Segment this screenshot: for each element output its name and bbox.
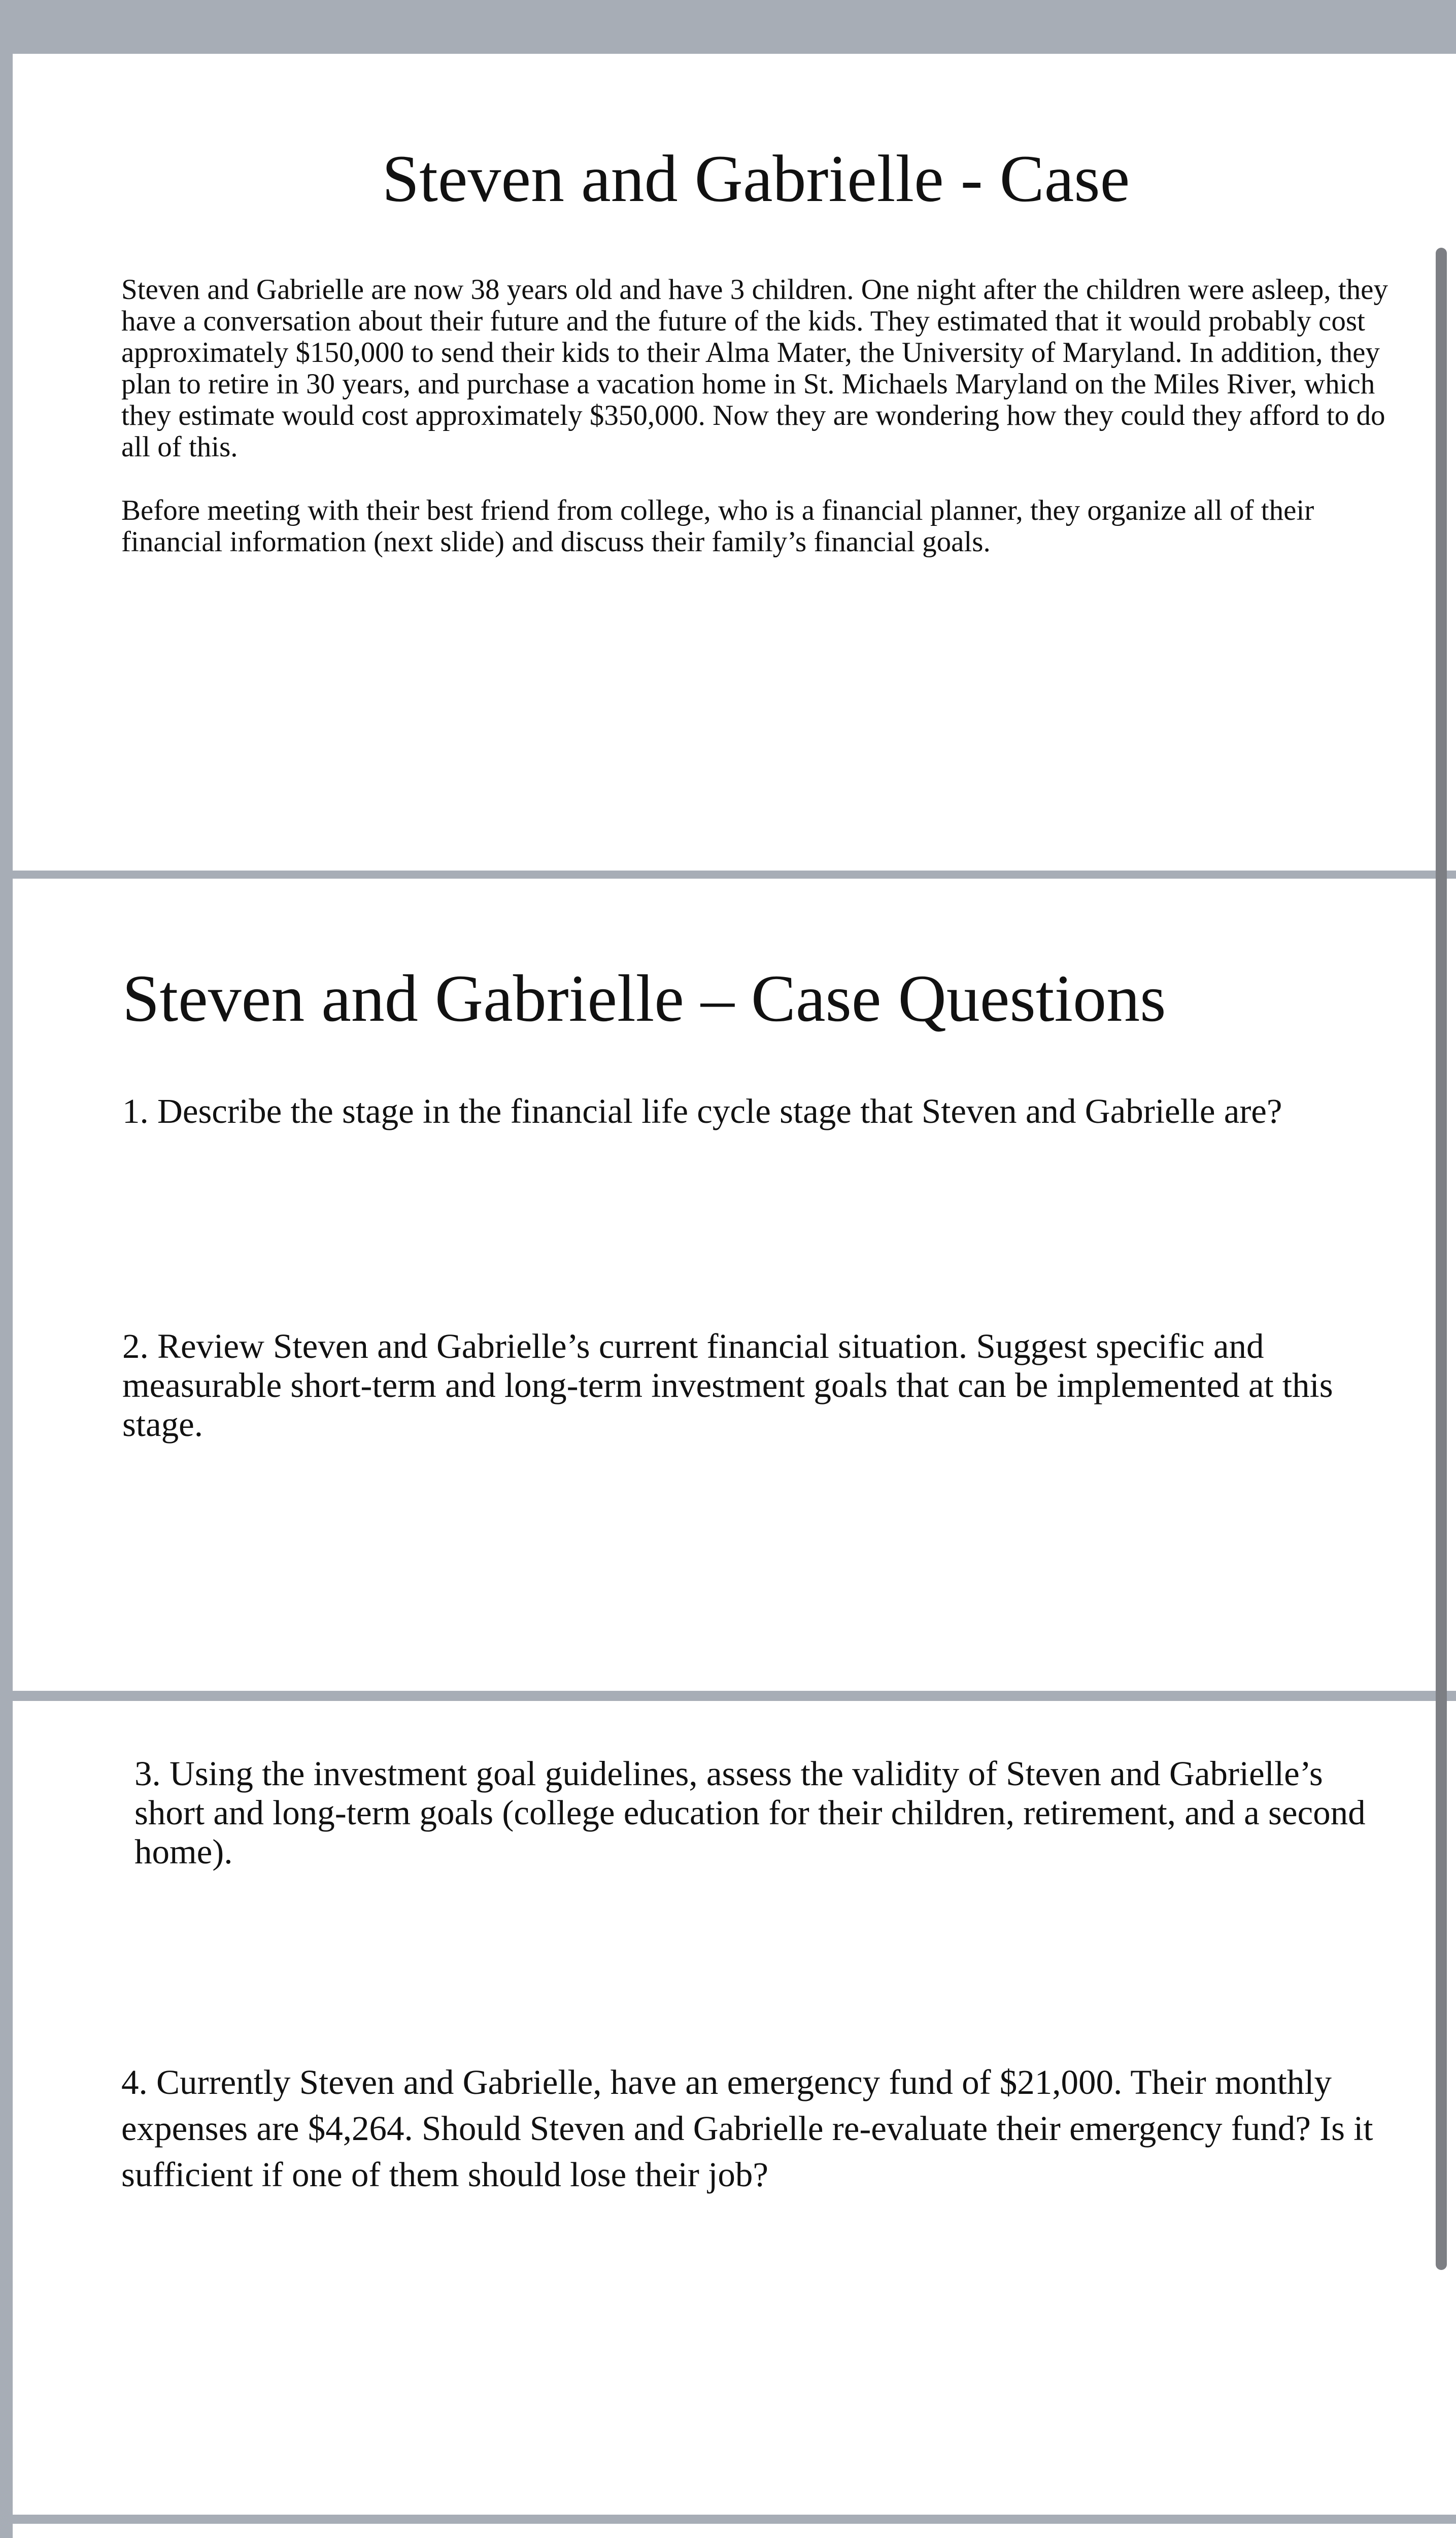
vertical-scrollbar[interactable]: [1436, 248, 1447, 2270]
slide-questions-3-4: [13, 1701, 1456, 2515]
slide-case-intro: [13, 54, 1456, 871]
question-2: 2. Review Steven and Gabrielle’s current financial situation. Suggest specific and measurable short-term and long-term investment goals that can be implemented at this stage.: [122, 1327, 1333, 1444]
slide-question-5: [13, 2524, 1456, 2538]
slide-case-questions: [13, 879, 1456, 1691]
case-title: Steven and Gabrielle - Case: [382, 141, 1130, 216]
case-paragraph-1: Steven and Gabrielle are now 38 years old and have 3 children. One night after the children were asleep, they have a conversation about their future and the future of the kids. They estimated that it would probably cost approximately $150,000 to send their kids to their Alma Mater, the University of Maryland. In addition, they plan to retire in 30 years, and purchase a vacation home in St. Michaels Maryland on the Miles River, which they estimate would cost approximately $350,000. Now they are wondering how they could they afford to do all of this.: [121, 274, 1388, 463]
question-4: 4. Currently Steven and Gabrielle, have an emergency fund of $21,000. Their monthly expenses are $4,264. Should Steven and Gabrielle re-evaluate their emergency fund? Is it sufficient if one of them should lose their job?: [121, 2063, 1373, 2194]
question-1: 1. Describe the stage in the financial life cycle stage that Steven and Gabrielle are?: [122, 1092, 1282, 1130]
case-paragraph-2: Before meeting with their best friend from college, who is a financial planner, they organize all of their financial information (next slide) and discuss their family’s financial goals.: [121, 494, 1314, 558]
question-3: 3. Using the investment goal guidelines, assess the validity of Steven and Gabrielle’s short and long-term goals (college education for their children, retirement, and a second home).: [134, 1754, 1366, 1871]
questions-title: Steven and Gabrielle – Case Questions: [122, 961, 1166, 1036]
